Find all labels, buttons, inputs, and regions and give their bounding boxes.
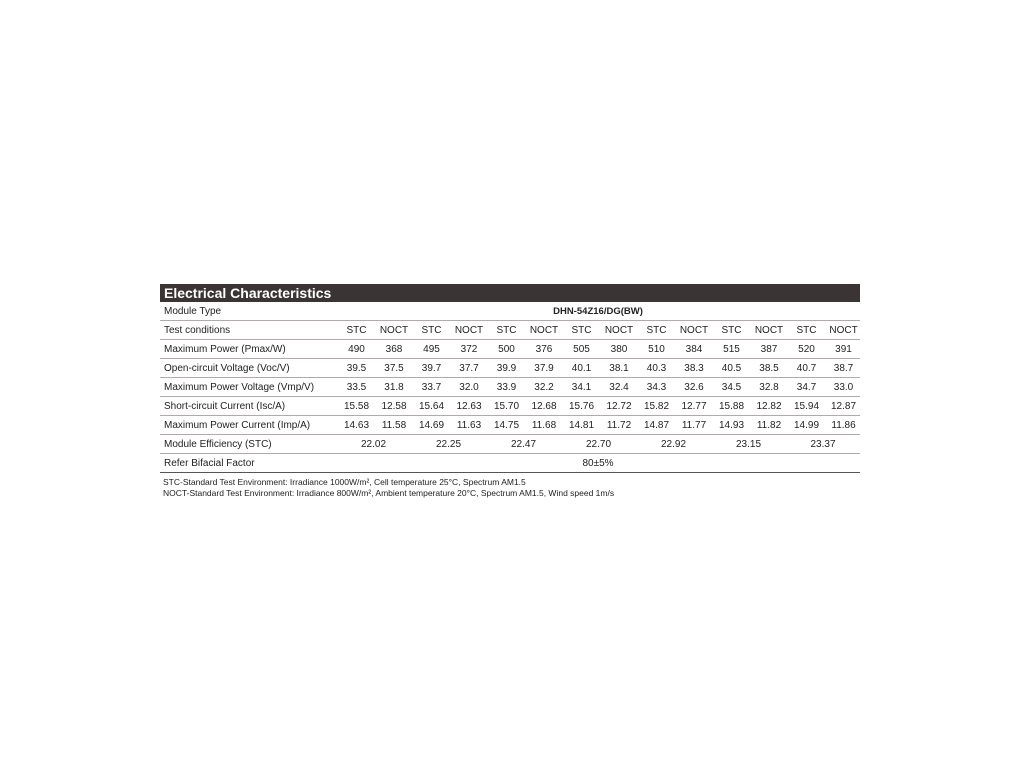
table-cell: 15.64 [411, 397, 452, 416]
row-label: Refer Bifacial Factor [160, 454, 336, 473]
max-power-voltage-row [160, 378, 860, 397]
table-cell: 37.7 [452, 359, 486, 378]
table-cell: 22.70 [561, 435, 636, 454]
bifacial-factor-row [160, 454, 860, 473]
module-efficiency-row [160, 435, 860, 454]
table-cell: 15.70 [486, 397, 527, 416]
table-cell: 38.7 [827, 359, 860, 378]
row-label: Short-circuit Current (Isc/A) [160, 397, 336, 416]
row-label: Open-circuit Voltage (Voc/V) [160, 359, 336, 378]
table-cell: STC [561, 321, 602, 340]
table-cell: 14.99 [786, 416, 827, 435]
max-power-row [160, 340, 860, 359]
table-cell: 368 [377, 340, 411, 359]
table-cell: 38.3 [677, 359, 711, 378]
table-cell: 37.5 [377, 359, 411, 378]
table-cell: 33.7 [411, 378, 452, 397]
table-cell: 32.0 [452, 378, 486, 397]
table-cell: 14.87 [636, 416, 677, 435]
table-cell: 14.63 [336, 416, 377, 435]
table-cell: 376 [527, 340, 561, 359]
row-label: Module Type [160, 302, 336, 321]
bifacial-factor-value: 80±5% [336, 454, 860, 473]
table-cell: 23.15 [711, 435, 786, 454]
table-cell: 500 [486, 340, 527, 359]
table-cell: 38.1 [602, 359, 636, 378]
table-cell: STC [486, 321, 527, 340]
table-cell: 510 [636, 340, 677, 359]
table-cell: 12.82 [752, 397, 786, 416]
table-cell: 33.5 [336, 378, 377, 397]
table-cell: 38.5 [752, 359, 786, 378]
table-cell: 15.94 [786, 397, 827, 416]
table-cell: 22.47 [486, 435, 561, 454]
table-cell: STC [411, 321, 452, 340]
table-cell: STC [336, 321, 377, 340]
table-cell: 34.3 [636, 378, 677, 397]
table-cell: 22.92 [636, 435, 711, 454]
section-title: Electrical Characteristics [160, 284, 860, 302]
table-cell: 380 [602, 340, 636, 359]
table-cell: 11.77 [677, 416, 711, 435]
table-cell: NOCT [827, 321, 860, 340]
table-cell: 11.68 [527, 416, 561, 435]
table-cell: 12.72 [602, 397, 636, 416]
table-cell: STC [711, 321, 752, 340]
table-cell: 15.58 [336, 397, 377, 416]
table-cell: 15.82 [636, 397, 677, 416]
table-cell: 11.86 [827, 416, 860, 435]
module-type-value: DHN-54Z16/DG(BW) [336, 302, 860, 321]
table-cell: 23.37 [786, 435, 860, 454]
table-cell: 384 [677, 340, 711, 359]
table-cell: 14.81 [561, 416, 602, 435]
footnotes [160, 477, 860, 499]
table-cell: 32.2 [527, 378, 561, 397]
noct-note: NOCT-Standard Test Environment: Irradiance 800W/m², Ambient temperature 20°C, Spectrum AM1.5, Wind speed 1m/s [163, 488, 615, 498]
table-cell: 31.8 [377, 378, 411, 397]
table-cell: 15.76 [561, 397, 602, 416]
table-cell: 391 [827, 340, 860, 359]
table-cell: 14.93 [711, 416, 752, 435]
table-cell: 32.8 [752, 378, 786, 397]
table-cell: 37.9 [527, 359, 561, 378]
table-cell: 33.9 [486, 378, 527, 397]
short-circuit-current-row [160, 397, 860, 416]
table-cell: NOCT [377, 321, 411, 340]
table-cell: 12.77 [677, 397, 711, 416]
table-cell: 40.7 [786, 359, 827, 378]
table-cell: 39.9 [486, 359, 527, 378]
row-label: Maximum Power Current (Imp/A) [160, 416, 336, 435]
max-power-current-row [160, 416, 860, 435]
open-circuit-voltage-row [160, 359, 860, 378]
table-cell: 39.5 [336, 359, 377, 378]
table-cell: 22.25 [411, 435, 486, 454]
table-cell: 40.1 [561, 359, 602, 378]
table-cell: 11.58 [377, 416, 411, 435]
table-cell: 12.87 [827, 397, 860, 416]
table-cell: 33.0 [827, 378, 860, 397]
electrical-characteristics-table [160, 302, 860, 473]
table-cell: 14.69 [411, 416, 452, 435]
table-cell: 12.68 [527, 397, 561, 416]
row-label: Module Efficiency (STC) [160, 435, 336, 454]
table-cell: NOCT [752, 321, 786, 340]
table-cell: NOCT [527, 321, 561, 340]
table-cell: 34.1 [561, 378, 602, 397]
table-cell: 490 [336, 340, 377, 359]
table-cell: 12.63 [452, 397, 486, 416]
table-cell: 32.4 [602, 378, 636, 397]
table-cell: 15.88 [711, 397, 752, 416]
table-cell: 22.02 [336, 435, 411, 454]
table-cell: 40.5 [711, 359, 752, 378]
table-cell: 372 [452, 340, 486, 359]
table-cell: 12.58 [377, 397, 411, 416]
row-label: Maximum Power (Pmax/W) [160, 340, 336, 359]
table-cell: 40.3 [636, 359, 677, 378]
module-type-row [160, 302, 860, 321]
electrical-characteristics-section [160, 284, 860, 499]
table-cell: 34.7 [786, 378, 827, 397]
table-cell: 14.75 [486, 416, 527, 435]
stc-note: STC-Standard Test Environment: Irradiance 1000W/m², Cell temperature 25°C, Spectrum AM1.5 [163, 477, 526, 487]
table-cell: NOCT [677, 321, 711, 340]
table-cell: STC [786, 321, 827, 340]
table-cell: 39.7 [411, 359, 452, 378]
test-conditions-row [160, 321, 860, 340]
table-cell: 520 [786, 340, 827, 359]
table-cell: 34.5 [711, 378, 752, 397]
table-cell: NOCT [452, 321, 486, 340]
table-cell: 32.6 [677, 378, 711, 397]
table-cell: 11.72 [602, 416, 636, 435]
row-label: Test conditions [160, 321, 336, 340]
table-cell: NOCT [602, 321, 636, 340]
table-cell: 495 [411, 340, 452, 359]
table-cell: 505 [561, 340, 602, 359]
table-cell: STC [636, 321, 677, 340]
table-cell: 11.82 [752, 416, 786, 435]
table-cell: 387 [752, 340, 786, 359]
row-label: Maximum Power Voltage (Vmp/V) [160, 378, 336, 397]
table-cell: 11.63 [452, 416, 486, 435]
table-cell: 515 [711, 340, 752, 359]
